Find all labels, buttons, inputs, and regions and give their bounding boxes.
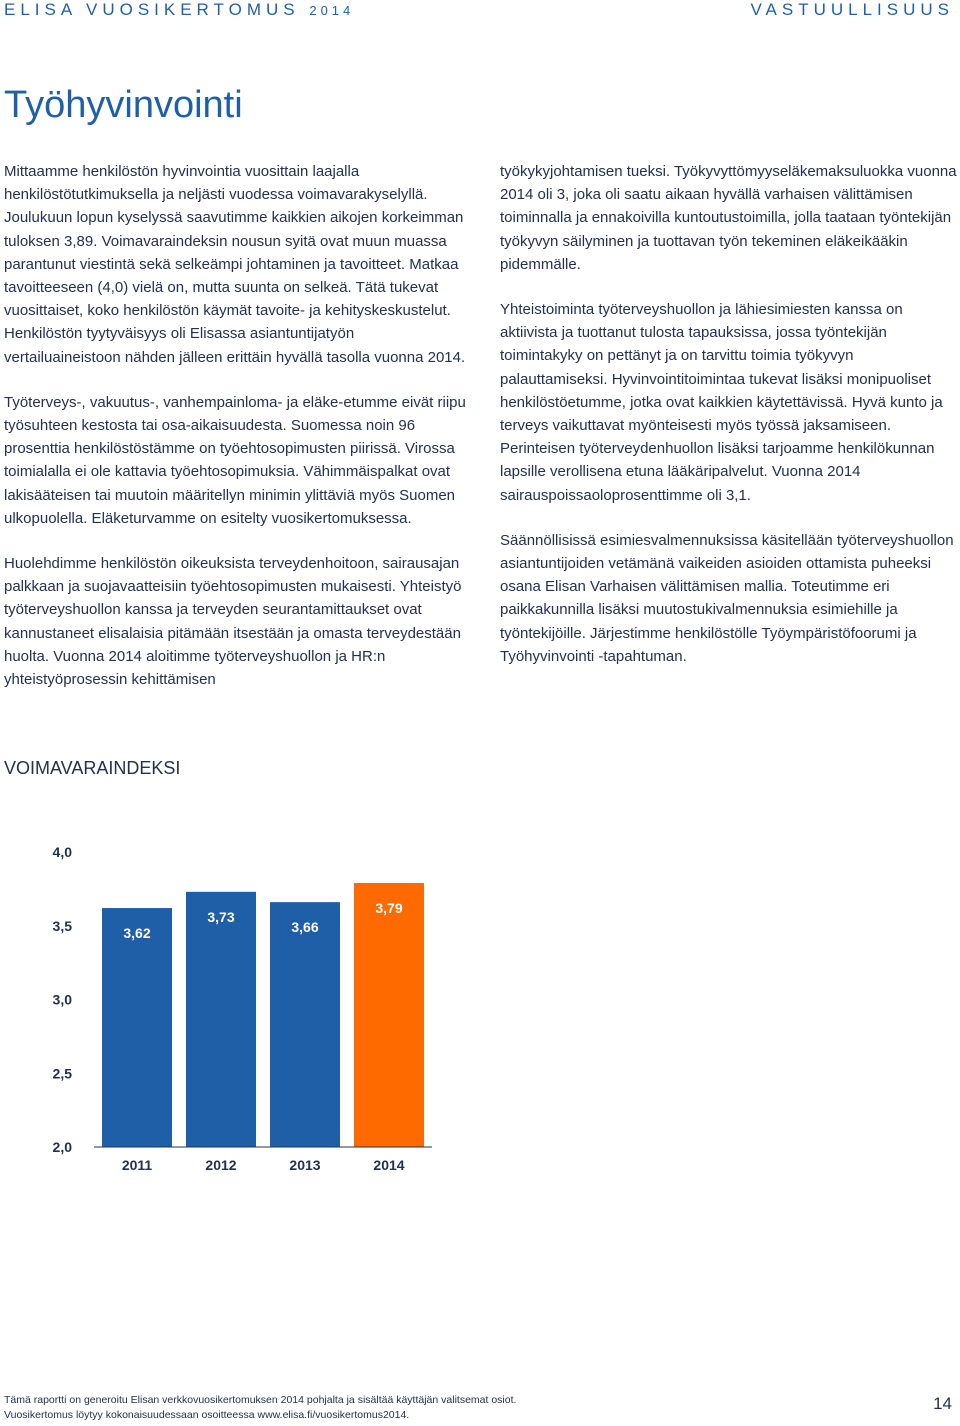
- y-tick-label: 3,0: [52, 991, 72, 1008]
- bar-value-label: 3,62: [123, 925, 151, 942]
- page-number: 14: [933, 1394, 952, 1413]
- bar: [102, 908, 172, 1147]
- x-tick-label: 2014: [373, 1157, 405, 1173]
- y-tick-label: 2,5: [52, 1065, 72, 1082]
- right-column: [500, 160, 960, 668]
- report-header-title: [4, 0, 354, 20]
- x-tick-label: 2011: [121, 1157, 153, 1173]
- bar: [354, 883, 424, 1147]
- paragraph: Säännöllisissä esimiesvalmennuksissa käsitellään työterveyshuollon asiantuntijoiden vetämänä vaikeiden asioiden ottamista puheeksi osana Elisan Varhaisen välittämisen mallia. Toteutimme eri paikkakunnilla lisäksi muutostukivalmennuksia esimiehille ja työntekijöille. Järjestimme henkilöstölle Työympäristöfoorumi ja Työhyvinvointi -tapahtuman.: [500, 531, 954, 665]
- x-tick-label: 2012: [205, 1157, 237, 1173]
- paragraph: Yhteistoiminta työterveyshuollon ja lähiesimiesten kanssa on aktiivista ja tuottanut tulosta tapauksissa, jossa työntekijän toimintakyky on pettänyt ja on tarvittu toimia työkyvyn palauttamiseksi. Hyvinvointitoimintaa tukevat lisäksi monipuoliset henkilöstöetumme, jotka ovat kaikkien käytettävissä. Hyvä kunto ja terveys vaikuttavat myönteisesti myös työssä jaksamiseen. Perinteisen työterveydenhuollon lisäksi tarjoamme henkilökunnan lapsille verollisena etuna lääkäripalvelut. Vuonna 2014 sairauspoissaoloprosenttimme oli 3,1.: [500, 301, 943, 504]
- bar: [186, 892, 256, 1147]
- left-column: [4, 160, 470, 691]
- bar-value-label: 3,79: [375, 899, 403, 916]
- y-tick-label: 4,0: [52, 844, 72, 860]
- bar-value-label: 3,73: [207, 908, 235, 925]
- section-header: VASTUULLISUUS: [750, 0, 954, 19]
- x-tick-label: 2013: [289, 1157, 321, 1173]
- report-header-year: 2014: [309, 3, 355, 18]
- footer: [4, 1393, 516, 1423]
- page-title: Työhyvinvointi: [4, 84, 243, 126]
- paragraph: Työterveys-, vakuutus-, vanhempainloma- ja eläke-etumme eivät riipu työsuhteen kestosta tai osa-aikaisuudesta. Suomessa noin 96 prosenttia henkilöstöstämme on työehtosopimusten piirissä. Virossa toimialalla ei ole kattavia työehtosopimuksia. Vähimmäispalkat ovat lakisääteisen tai muutoin määritellyn minimin ylittäviä myös Suomen ulkopuolella. Eläketurvamme on esitelty vuosikertomuksessa.: [4, 393, 466, 527]
- bar: [270, 902, 340, 1147]
- paragraph: Mittaamme henkilöstön hyvinvointia vuosittain laajalla henkilöstötutkimuksella ja neljästi vuodessa voimavarakyselyllä. Joulukuun lopun kyselyssä saavutimme kaikkien aikojen korkeimman tuloksen 3,89. Voimavaraindeksin nousun syitä ovat muun muassa parantunut viestintä sekä selkeämpi johtaminen ja tavoitteet. Matkaa tavoitteeseen (4,0) vielä on, mutta suunta on selkeä. Tätä tukevat vuosittaiset, koko henkilöstön käymät tavoite- ja kehityskeskustelut. Henkilöstön tyytyväisyys oli Elisassa asiantuntijatyön vertailuaineistoon nähden jälleen erittäin hyvällä tasolla vuonna 2014.: [4, 163, 466, 366]
- y-tick-label: 2,0: [52, 1139, 72, 1155]
- bar-value-label: 3,66: [291, 919, 319, 936]
- chart-heading: VOIMAVARAINDEKSI: [4, 758, 181, 778]
- y-tick-label: 3,5: [52, 917, 72, 934]
- paragraph: työkykyjohtamisen tueksi. Työkyvyttömyyseläkemaksuluokka vuonna 2014 oli 3, joka oli saatu aikaan hyvällä varhaisen välittämisen toiminnalla ja ennakoivilla kuntoutustoimilla, jolla taataan työntekijän työkyvyn säilyminen ja tuottavan työn tekeminen eläkeikääkin pidemmälle.: [500, 163, 957, 273]
- report-header-name: ELISA VUOSIKERTOMUS: [4, 0, 300, 19]
- footer-line: Tämä raportti on generoitu Elisan verkkovuosikertomuksen 2014 pohjalta ja sisältää käyttäjän valitsemat osiot.: [4, 1394, 517, 1406]
- paragraph: Huolehdimme henkilöstön oikeuksista terveydenhoitoon, sairausajan palkkaan ja suojavaatteisiin työehtosopimusten mukaisesti. Yhteistyö työterveyshuollon kanssa ja terveyden seurantamittaukset ovat kannustaneet elisalaisia pitämään itsestään ja omasta terveydestään huolta. Vuonna 2014 aloitimme työterveyshuollon ja HR:n yhteistyöprosessin kehittämisen: [4, 555, 462, 689]
- voimavaraindeksi-bar-chart: [0, 820, 480, 1190]
- footer-line: Vuosikertomus löytyy kokonaisuudessaan osoitteessa www.elisa.fi/vuosikertomus2014.: [4, 1409, 410, 1421]
